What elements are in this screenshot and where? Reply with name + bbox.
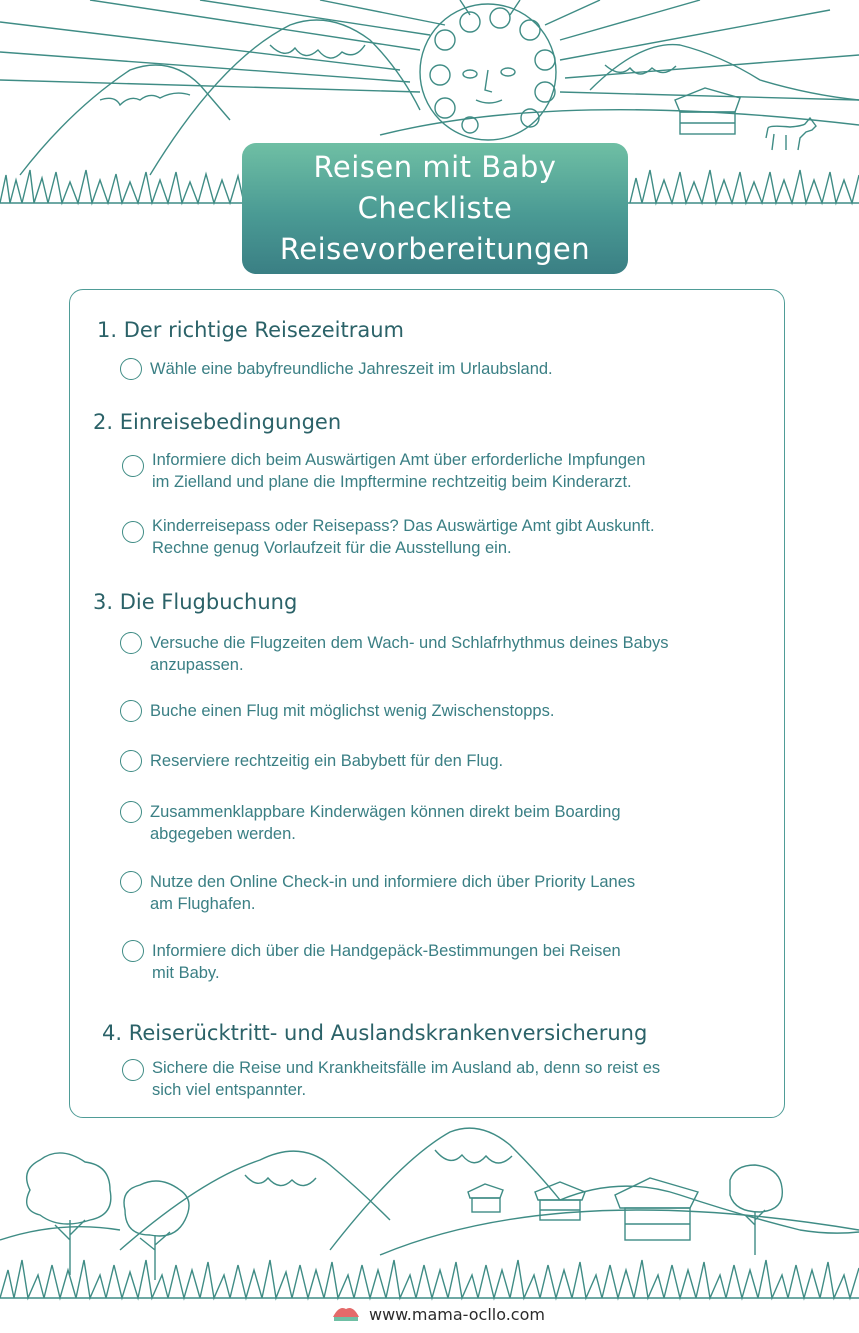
checkbox[interactable] <box>120 750 142 772</box>
checkbox[interactable] <box>122 521 144 543</box>
llama-icon <box>766 118 816 150</box>
sun-rays <box>0 0 859 100</box>
item-text: Buche einen Flug mit möglichst wenig Zwischenstopps. <box>150 702 555 720</box>
section-2-title: 2. Einreisebedingungen <box>93 410 342 434</box>
sun-icon <box>420 4 556 140</box>
checkbox[interactable] <box>122 455 144 477</box>
checkbox[interactable] <box>120 871 142 893</box>
tree-icon <box>730 1165 782 1255</box>
item-text <box>150 632 765 676</box>
title-banner <box>242 143 628 274</box>
checkbox[interactable] <box>120 700 142 722</box>
item-text-line: Informiere dich über die Handgepäck-Bestimmungen bei Reisen <box>152 942 621 960</box>
section-1-title: 1. Der richtige Reisezeitraum <box>97 318 404 342</box>
item-text-line: Zusammenklappbare Kinderwägen können direkt beim Boarding <box>150 803 621 821</box>
website-link[interactable]: www.mama-ocllo.com <box>369 1304 545 1324</box>
item-text <box>152 515 767 559</box>
title-line-3: Reisevorbereitungen <box>279 232 591 266</box>
checklist-item <box>122 1057 767 1101</box>
item-text-line: sich viel entspannter. <box>152 1081 307 1099</box>
item-text-line: anzupassen. <box>150 656 244 674</box>
checkbox[interactable] <box>120 358 142 380</box>
item-text-line: Rechne genug Vorlaufzeit für die Ausstellung ein. <box>152 539 512 557</box>
checkbox[interactable] <box>122 1059 144 1081</box>
footer-website[interactable] <box>331 1300 545 1328</box>
item-text <box>152 940 767 984</box>
item-text: Wähle eine babyfreundliche Jahreszeit im Urlaubsland. <box>150 360 553 378</box>
item-text-line: Kinderreisepass oder Reisepass? Das Auswärtige Amt gibt Auskunft. <box>152 517 655 535</box>
checklist-item <box>120 750 765 772</box>
grass-strip <box>0 1260 859 1298</box>
item-text-line: abgegeben werden. <box>150 825 296 843</box>
item-text <box>152 1057 767 1101</box>
item-text: Reserviere rechtzeitig ein Babybett für den Flug. <box>150 752 504 770</box>
checkbox[interactable] <box>122 940 144 962</box>
checklist-item <box>120 700 765 722</box>
checklist-item <box>122 940 767 984</box>
footer-landscape-illustration <box>0 1120 859 1305</box>
item-text-line: am Flughafen. <box>150 895 256 913</box>
checklist-item <box>120 871 765 915</box>
checklist-item <box>120 801 765 845</box>
checklist-item <box>120 358 765 380</box>
section-3-title: 3. Die Flugbuchung <box>93 590 298 614</box>
item-text-line: Nutze den Online Check-in und informiere dich über Priority Lanes <box>150 873 636 891</box>
checkbox[interactable] <box>120 632 142 654</box>
item-text <box>152 449 767 493</box>
item-text-line: Sichere die Reise und Krankheitsfälle im Ausland ab, denn so reist es <box>152 1059 661 1077</box>
item-text <box>150 871 765 915</box>
hut-icon <box>468 1184 503 1212</box>
item-text <box>150 801 765 845</box>
section-4-title: 4. Reiserücktritt- und Auslandskrankenversicherung <box>102 1021 648 1045</box>
item-text-line: Versuche die Flugzeiten dem Wach- und Schlafrhythmus deines Babys <box>150 634 669 652</box>
item-text-line: mit Baby. <box>152 964 220 982</box>
hut-icon <box>535 1182 585 1220</box>
title-line-1: Reisen mit Baby <box>313 150 557 184</box>
mama-ocllo-logo-icon <box>331 1303 361 1325</box>
hut-icon <box>615 1178 698 1240</box>
checkbox[interactable] <box>120 801 142 823</box>
checklist-item <box>120 632 765 676</box>
checklist-item <box>122 515 767 559</box>
checklist-item <box>122 449 767 493</box>
tree-icon <box>124 1181 189 1280</box>
title-line-2: Checkliste <box>357 191 513 225</box>
item-text-line: im Zielland und plane die Impftermine rechtzeitig beim Kinderarzt. <box>152 473 632 491</box>
item-text-line: Informiere dich beim Auswärtigen Amt über erforderliche Impfungen <box>152 451 646 469</box>
tree-icon <box>27 1153 111 1275</box>
